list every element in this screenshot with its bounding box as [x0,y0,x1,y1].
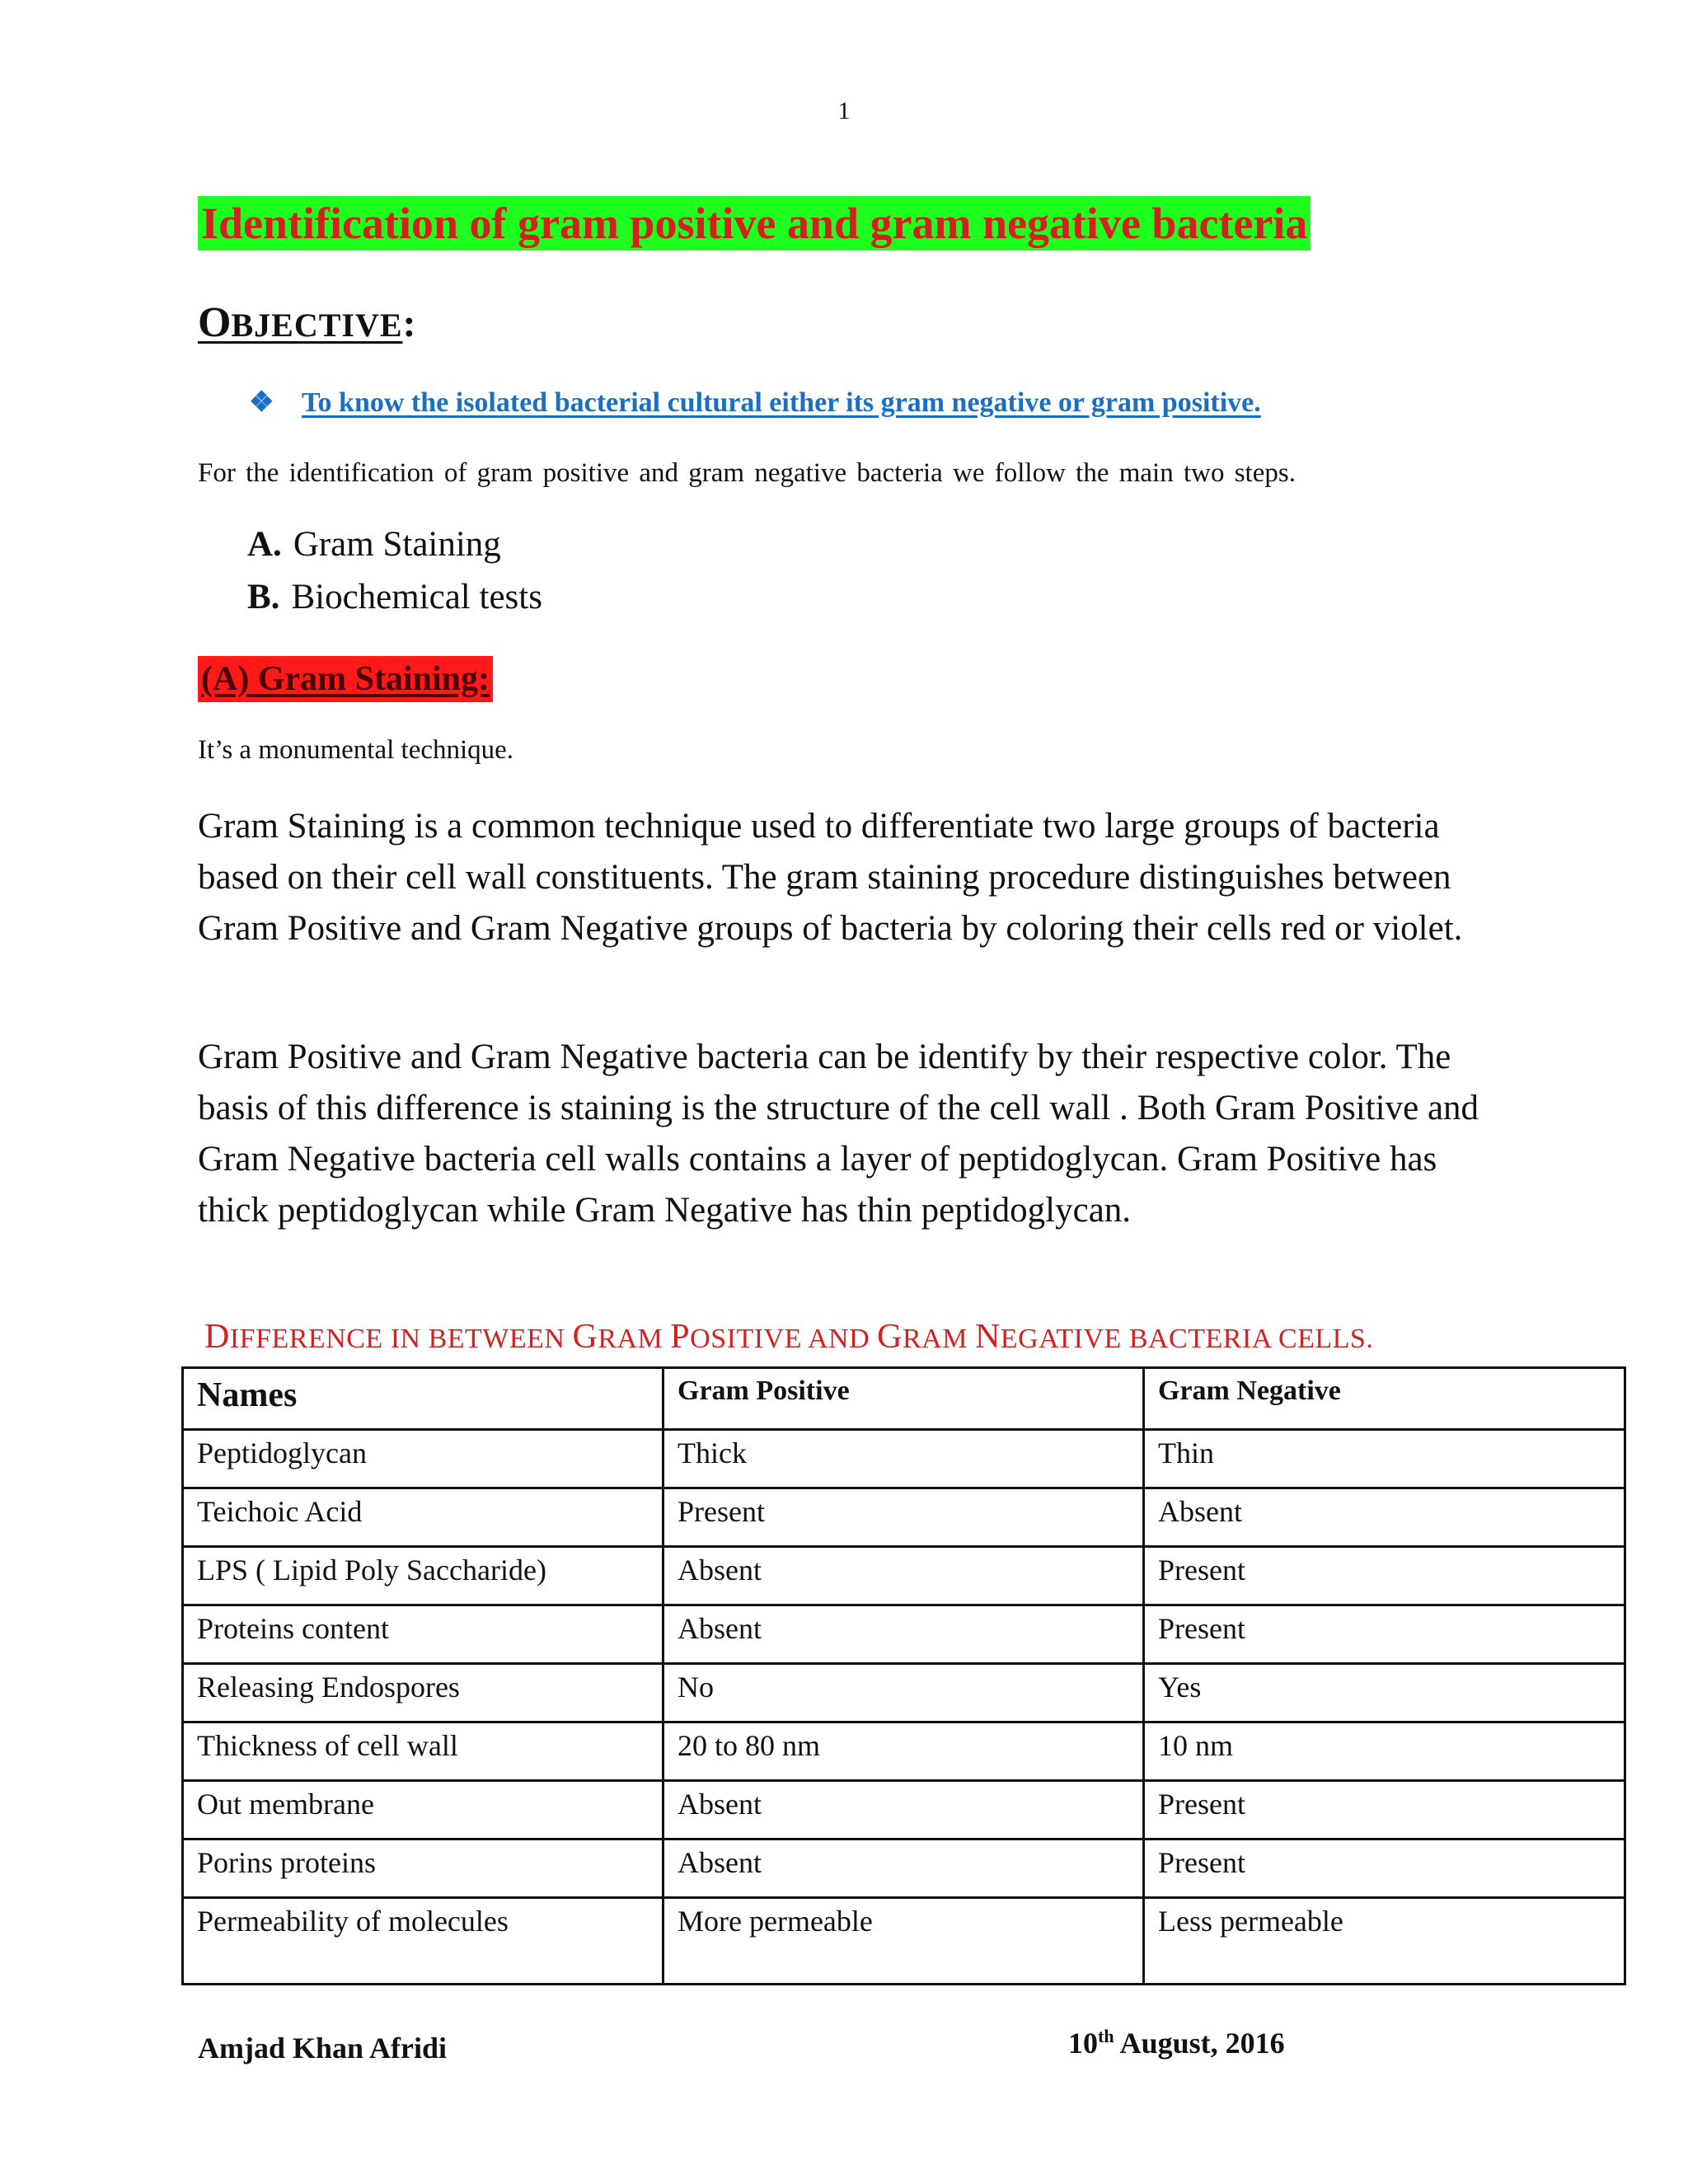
table-header-cell: Gram Negative [1144,1368,1625,1430]
table-row [183,1898,1625,1985]
table-cell: Present [1144,1840,1625,1898]
table-header-row [183,1368,1625,1430]
table-caption-part: D [204,1318,230,1356]
table-cell: Thickness of cell wall [183,1722,663,1781]
footer-author: Amjad Khan Afridi [198,2032,448,2064]
intro-text: For the identification of gram positive and gram negative bacteria we follow the main two steps. [198,458,1296,488]
table-cell: Absent [663,1547,1144,1605]
table-cell: No [663,1664,1144,1722]
table-row [183,1488,1625,1547]
diamond-bullet-icon: ❖ [249,387,274,418]
table-cell: Proteins content [183,1605,663,1664]
objective-label-initial: O [198,299,232,346]
footer-date-rest: August, 2016 [1114,2027,1285,2060]
step-letter: A. [247,525,282,564]
step-letter: B. [247,578,280,616]
table-caption-part: G [572,1318,598,1356]
table-cell: 20 to 80 nm [663,1722,1144,1781]
table-caption-part: EGATIVE BACTERIA CELLS. [1000,1324,1374,1354]
table-cell: Out membrane [183,1781,663,1840]
table-cell: Present [1144,1781,1625,1840]
table-cell: Absent [1144,1488,1625,1547]
table-caption [204,1317,1373,1357]
footer-date [1068,2026,1285,2060]
table-cell: Peptidoglycan [183,1430,663,1488]
objective-bullet [249,386,1261,419]
table-cell: Releasing Endospores [183,1664,663,1722]
table-cell: Teichoic Acid [183,1488,663,1547]
table-cell: Porins proteins [183,1840,663,1898]
page-number: 1 [837,97,851,124]
paragraph: Gram Staining is a common technique used to differentiate two large groups of bacteria based on their cell wall constituents. The gram staining procedure distinguishes between Gram Positive and Gram Negative groups of bacteria by coloring their cells red or violet. [198,807,1463,948]
table-header-cell: Names [183,1368,663,1430]
table-caption-part: RAM [598,1324,671,1354]
table-cell: Permeability of molecules [183,1898,663,1985]
table-caption-part: N [974,1318,1001,1356]
table-cell: Absent [663,1840,1144,1898]
document-title: Identification of gram positive and gram negative bacteria [198,196,1311,251]
step-text: Biochemical tests [291,578,542,616]
table-row [183,1547,1625,1605]
table-cell: Absent [663,1781,1144,1840]
step-text: Gram Staining [293,525,501,564]
table-cell: Thick [663,1430,1144,1488]
section-heading-gram-staining: (A) Gram Staining: [198,656,493,702]
table-cell: Absent [663,1605,1144,1664]
table-cell: More permeable [663,1898,1144,1985]
table-cell: Present [1144,1605,1625,1664]
table-row [183,1840,1625,1898]
objective-heading [198,298,416,347]
table-cell: 10 nm [1144,1722,1625,1781]
table-cell: Thin [1144,1430,1625,1488]
table-row [183,1722,1625,1781]
table-caption-part: P [670,1318,691,1356]
table-row [183,1430,1625,1488]
footer-date-suffix: th [1098,2026,1114,2046]
table-cell: Less permeable [1144,1898,1625,1985]
table-caption-part: OSITIVE AND [690,1324,878,1354]
table-caption-part: IFFERENCE IN BETWEEN [229,1324,573,1354]
table-row [183,1605,1625,1664]
table-row [183,1664,1625,1722]
step-item [247,577,542,617]
objective-label-rest: BJECTIVE [231,307,403,344]
table-cell: Yes [1144,1664,1625,1722]
lead-text: It’s a monumental technique. [198,735,514,765]
table-cell: Present [663,1488,1144,1547]
table-row [183,1781,1625,1840]
difference-table [181,1366,1626,1985]
footer-date-day: 10 [1068,2027,1098,2060]
table-cell: Present [1144,1547,1625,1605]
objective-label [198,299,403,346]
paragraph: Gram Positive and Gram Negative bacteria can be identify by their respective color. The basis of this difference is staining is the structure of the cell wall . Both Gram Positive and Gram Negative bacteria cell walls contains a layer of peptidoglycan. Gram Positive has thick peptidoglycan while Gram Negative has thin peptidoglycan. [198,1038,1479,1230]
table-caption-part: G [877,1318,903,1356]
objective-bullet-text: To know the isolated bacterial cultural either its gram negative or gram positive. [302,387,1261,418]
objective-colon: : [402,302,416,345]
table-cell: LPS ( Lipid Poly Saccharide) [183,1547,663,1605]
step-item [247,524,501,565]
table-header-cell: Gram Positive [663,1368,1144,1430]
table-caption-part: RAM [902,1324,975,1354]
